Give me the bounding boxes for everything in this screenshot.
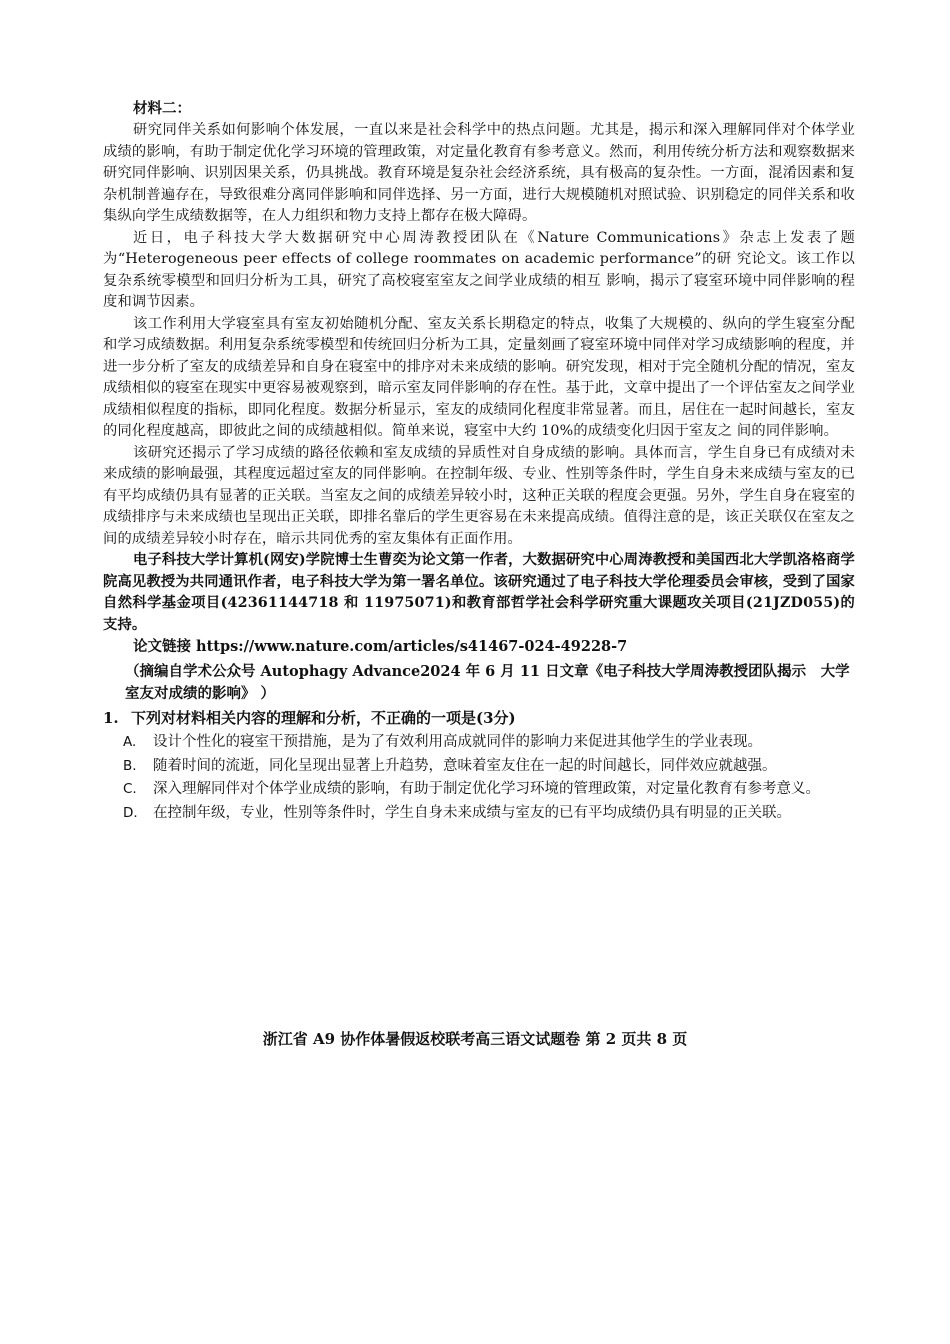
option-a — [103, 732, 855, 753]
paragraph-3: 该工作利用大学寝室具有室友初始随机分配、室友关系长期稳定的特点，收集了大规模的、纵向的学生寝室分配和学习成绩数据。利用复杂系统零模型和传统回归分析为工具，定量刻画了寝室环境中同伴对学习成绩影响的程度，并进一步分析了室友的成绩差异和自身在寝室中的排序对未来成绩的影响。研究发现，相对于完全随机分配的情况，室友成绩相似的寝室在现实中更容易被观察到，暗示室友同伴影响的存在性。基于此，文章中提出了一个评估室友之间学业成绩相似程度的指标，即同化程度。数据分析显示，室友的成绩同化程度非常显著。而且，居住在一起时间越长，室友的同化程度越高，即彼此之间的成绩越相似。简单来说，寝室中大约 10%的成绩变化归因于室友之 间的同伴影响。 — [103, 315, 855, 439]
option-text: 在控制年级，专业，性别等条件时，学生自身未来成绩与室友的已有平均成绩仍具有明显的正关联。 — [153, 804, 791, 821]
option-d — [103, 803, 855, 824]
option-text: 设计个性化的寝室干预措施，是为了有效利用高成就同伴的影响力来促进其他学生的学业表现。 — [153, 734, 762, 750]
question-1 — [103, 707, 855, 729]
option-key: C. — [123, 781, 137, 797]
option-key: A. — [123, 734, 137, 750]
material-heading: 材料二： — [133, 100, 191, 117]
paragraph-2: 近日，电子科技大学大数据研究中心周涛教授团队在《Nature Communications》杂志上发表了题为“Heterogeneous peer effects of college roommates on academic performance”的研 究论文。该工作以复杂系统零模型和回归分析为工具，研究了高校寝室室友之间学业成绩的相互 影响，揭示了寝室环境中同伴影响的程度和调节因素。 — [103, 229, 855, 310]
question-text: 下列对材料相关内容的理解和分析，不正确的一项是(3分) — [131, 709, 516, 727]
credit-paragraph: 电子科技大学计算机(网安)学院博士生曹奕为论文第一作者，大数据研究中心周涛教授和美国西北大学凯洛格商学院高见教授为共同通讯作者，电子科技大学为第一署名单位。该研究通过了电子科技大学伦理委员会审核，受到了国家自然科学基金项目(42361144718 和 11975071)和教育部哲学社会科学研究重大课题攻关项目(21JZD055)的支持。 — [103, 552, 855, 633]
option-key: B. — [123, 757, 137, 774]
source-citation: （摘编自学术公众号 Autophagy Advance2024 年 6 月 11 日文章《电子科技大学周涛教授团队揭示 大学室友对成绩的影响》 ） — [125, 663, 850, 702]
question-number: 1. — [103, 709, 119, 727]
option-b — [103, 756, 855, 777]
paper-link: 论文链接 https://www.nature.com/articles/s41467-024-49228-7 — [133, 638, 628, 655]
exam-page-content — [103, 98, 855, 823]
option-c — [103, 779, 855, 800]
option-key: D. — [123, 804, 138, 821]
page-footer: 浙江省 A9 协作体暑假返校联考高三语文试题卷 第 2 页共 8 页 — [262, 1030, 688, 1048]
option-text: 深入理解同伴对个体学业成绩的影响，有助于制定优化学习环境的管理政策，对定量化教育有参考意义。 — [153, 781, 820, 797]
option-text: 随着时间的流逝，同化呈现出显著上升趋势，意味着室友住在一起的时间越长，同伴效应就越强。 — [153, 757, 777, 774]
paragraph-4: 该研究还揭示了学习成绩的路径依赖和室友成绩的异质性对自身成绩的影响。具体而言，学生自身已有成绩对未来成绩的影响最强，其程度远超过室友的同伴影响。在控制年级、专业、性别等条件时，学生自身未来成绩与室友的已有平均成绩仍具有显著的正关联。当室友之间的成绩差异较小时，这种正关联的程度会更强。另外，学生自身在寝室的成绩排序与未来成绩也呈现出正关联，即排名靠后的学生更容易在未来提高成绩。值得注意的是，该正关联仅在室友之间的成绩差异较小时存在，暗示共同优秀的室友集体有正面作用。 — [103, 444, 855, 547]
paragraph-1: 研究同伴关系如何影响个体发展，一直以来是社会科学中的热点问题。尤其是，揭示和深入理解同伴对个体学业成绩的影响，有助于制定优化学习环境的管理政策，对定量化教育有参考意义。然而，利用传统分析方法和观察数据来研究同伴影响、识别因果关系，仍具挑战。教育环境是复杂社会经济系统，具有极高的复杂性。一方面，混淆因素和复杂机制普遍存在，导致很难分离同伴影响和同伴选择、另一方面，进行大规模随机对照试验、识别稳定的同伴关系和收集纵向学生成绩数据等，在人力组织和物力支持上都存在极大障碍。 — [103, 122, 855, 224]
